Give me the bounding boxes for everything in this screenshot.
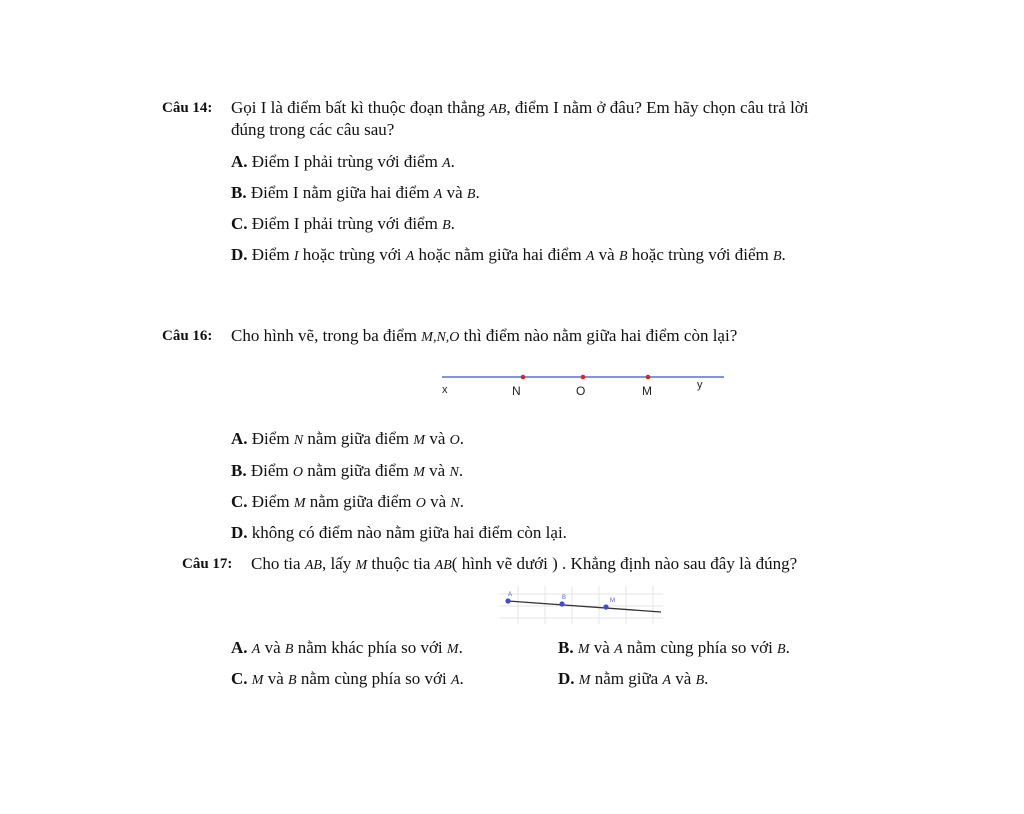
q16-label-n: N — [512, 384, 521, 398]
option-text: nằm cùng phía so với — [296, 669, 451, 688]
point-name: N — [449, 465, 459, 480]
point-name: A — [662, 673, 672, 688]
point-name: M — [413, 465, 425, 480]
q14-label: Câu 14: — [162, 100, 213, 116]
option-text: nằm cùng phía so với — [622, 638, 778, 657]
q16-question: Cho hình vẽ, trong ba điểm M,N,O thì điểm nào nằm giữa hai điểm còn lại? — [231, 326, 738, 345]
point-name: A — [450, 673, 460, 688]
option-letter: A. — [231, 638, 248, 657]
q16-point-m — [646, 375, 651, 380]
option-text: Điểm — [247, 492, 294, 511]
option-text: và — [671, 669, 696, 688]
option-letter: A. — [231, 152, 248, 171]
option-text: nằm giữa — [590, 669, 663, 688]
option-text: hoặc nằm giữa hai điểm — [414, 245, 586, 264]
q16-option-c[interactable] — [231, 492, 464, 512]
q16-option-d[interactable] — [231, 523, 567, 543]
option-letter: C. — [231, 214, 248, 233]
q17-question: Cho tia AB, lấy M thuộc tia AB( hình vẽ dưới ) . Khẳng định nào sau đây là đúng? — [251, 554, 798, 573]
q14-option-a[interactable] — [231, 152, 455, 172]
q17-point-a — [505, 598, 510, 603]
option-text: . — [475, 183, 480, 202]
option-letter: A. — [231, 429, 248, 448]
point-name: O — [415, 496, 426, 511]
option-letter: C. — [231, 669, 248, 688]
option-text: và — [425, 429, 450, 448]
option-text: . — [450, 152, 455, 171]
q17-ray-figure — [500, 586, 663, 624]
point-name: M — [446, 642, 459, 657]
option-text: . — [459, 669, 464, 688]
point-name: A — [614, 642, 623, 657]
q14-option-d[interactable] — [231, 245, 786, 265]
point-name: B — [466, 187, 476, 202]
q14-option-c[interactable] — [231, 214, 455, 234]
q16-label-y: y — [697, 379, 703, 391]
option-text: nằm khác phía so với — [293, 638, 447, 657]
option-text: và — [260, 638, 285, 657]
point-name: N — [450, 496, 460, 511]
option-text: và — [594, 245, 619, 264]
option-text: Điểm — [246, 461, 293, 480]
point-name: B — [284, 642, 294, 657]
option-letter: B. — [231, 183, 247, 202]
option-text: nằm giữa điểm — [303, 461, 414, 480]
option-letter: B. — [558, 638, 574, 657]
option-letter: D. — [231, 245, 248, 264]
q16-label: Câu 16: — [162, 328, 213, 344]
q17-option-a[interactable] — [231, 638, 463, 658]
option-text: . — [458, 638, 463, 657]
q16-point-o — [581, 375, 586, 380]
q14-question-line1: Gọi I là điểm bất kì thuộc đoạn thẳng AB, điểm I nằm ở đâu? Em hãy chọn câu trả lời — [231, 98, 809, 117]
option-text: hoặc trùng với — [298, 245, 406, 264]
point-name: I — [293, 249, 299, 264]
option-text: . — [781, 245, 786, 264]
point-name: M — [251, 673, 264, 688]
point-name: M — [293, 496, 306, 511]
q17-label: Câu 17: — [182, 556, 233, 572]
option-letter: C. — [231, 492, 248, 511]
option-text: Điểm — [247, 245, 294, 264]
option-text: . — [458, 461, 464, 480]
option-text: Điểm — [247, 429, 294, 448]
point-name: B — [695, 673, 705, 688]
option-text: . — [785, 638, 790, 657]
point-name: B — [288, 673, 297, 688]
point-name: N — [293, 433, 304, 448]
point-name: A — [433, 187, 443, 202]
option-text: và — [442, 183, 467, 202]
point-name: A — [585, 249, 595, 264]
point-name: M — [413, 433, 426, 448]
option-text: Điểm I phải trùng với điểm — [247, 152, 443, 171]
point-name: O — [449, 433, 460, 448]
option-text: . — [459, 429, 464, 448]
q17-label-m: M — [610, 598, 615, 604]
point-name: M — [577, 642, 590, 657]
option-text: Điểm I nằm giữa hai điểm — [246, 183, 434, 202]
q17-option-d[interactable] — [558, 669, 708, 689]
q16-option-b[interactable] — [231, 461, 463, 481]
point-name: A — [251, 642, 261, 657]
q16-label-x: x — [442, 384, 448, 396]
point-name: B — [777, 642, 786, 657]
point-name: B — [442, 218, 451, 233]
q16-line-figure — [438, 366, 730, 400]
point-name: M — [578, 673, 591, 688]
option-text: nằm giữa điểm — [303, 429, 414, 448]
option-text: và — [263, 669, 288, 688]
option-text: . — [450, 214, 455, 233]
option-text: hoặc trùng với điểm — [627, 245, 773, 264]
point-name: B — [772, 249, 782, 264]
q16-label-m: M — [642, 384, 652, 398]
q17-label-b: B — [562, 595, 567, 601]
q16-option-a[interactable] — [231, 429, 464, 449]
q14-option-b[interactable] — [231, 183, 480, 203]
point-name: A — [405, 249, 415, 264]
q17-option-b[interactable] — [558, 638, 790, 658]
option-letter: D. — [231, 523, 248, 542]
option-letter: D. — [558, 669, 575, 688]
option-text: Điểm I phải trùng với điểm — [247, 214, 443, 233]
q16-label-o: O — [576, 384, 586, 398]
q14-question-line2: đúng trong các câu sau? — [231, 120, 395, 139]
point-name: O — [292, 465, 303, 480]
option-text: và — [425, 492, 451, 511]
q16-point-n — [521, 375, 526, 380]
q17-option-c[interactable] — [231, 669, 464, 689]
q17-point-m — [603, 604, 608, 609]
option-text: . — [704, 669, 709, 688]
option-text: và — [424, 461, 450, 480]
point-name: B — [618, 249, 628, 264]
option-text: nằm giữa điểm — [305, 492, 416, 511]
point-name: A — [442, 156, 451, 171]
option-text: không có điểm nào nằm giữa hai điểm còn lại. — [247, 523, 567, 542]
option-letter: B. — [231, 461, 247, 480]
q17-point-b — [559, 601, 564, 606]
option-text: . — [459, 492, 464, 511]
option-text: và — [589, 638, 615, 657]
q17-label-a: A — [508, 592, 513, 598]
